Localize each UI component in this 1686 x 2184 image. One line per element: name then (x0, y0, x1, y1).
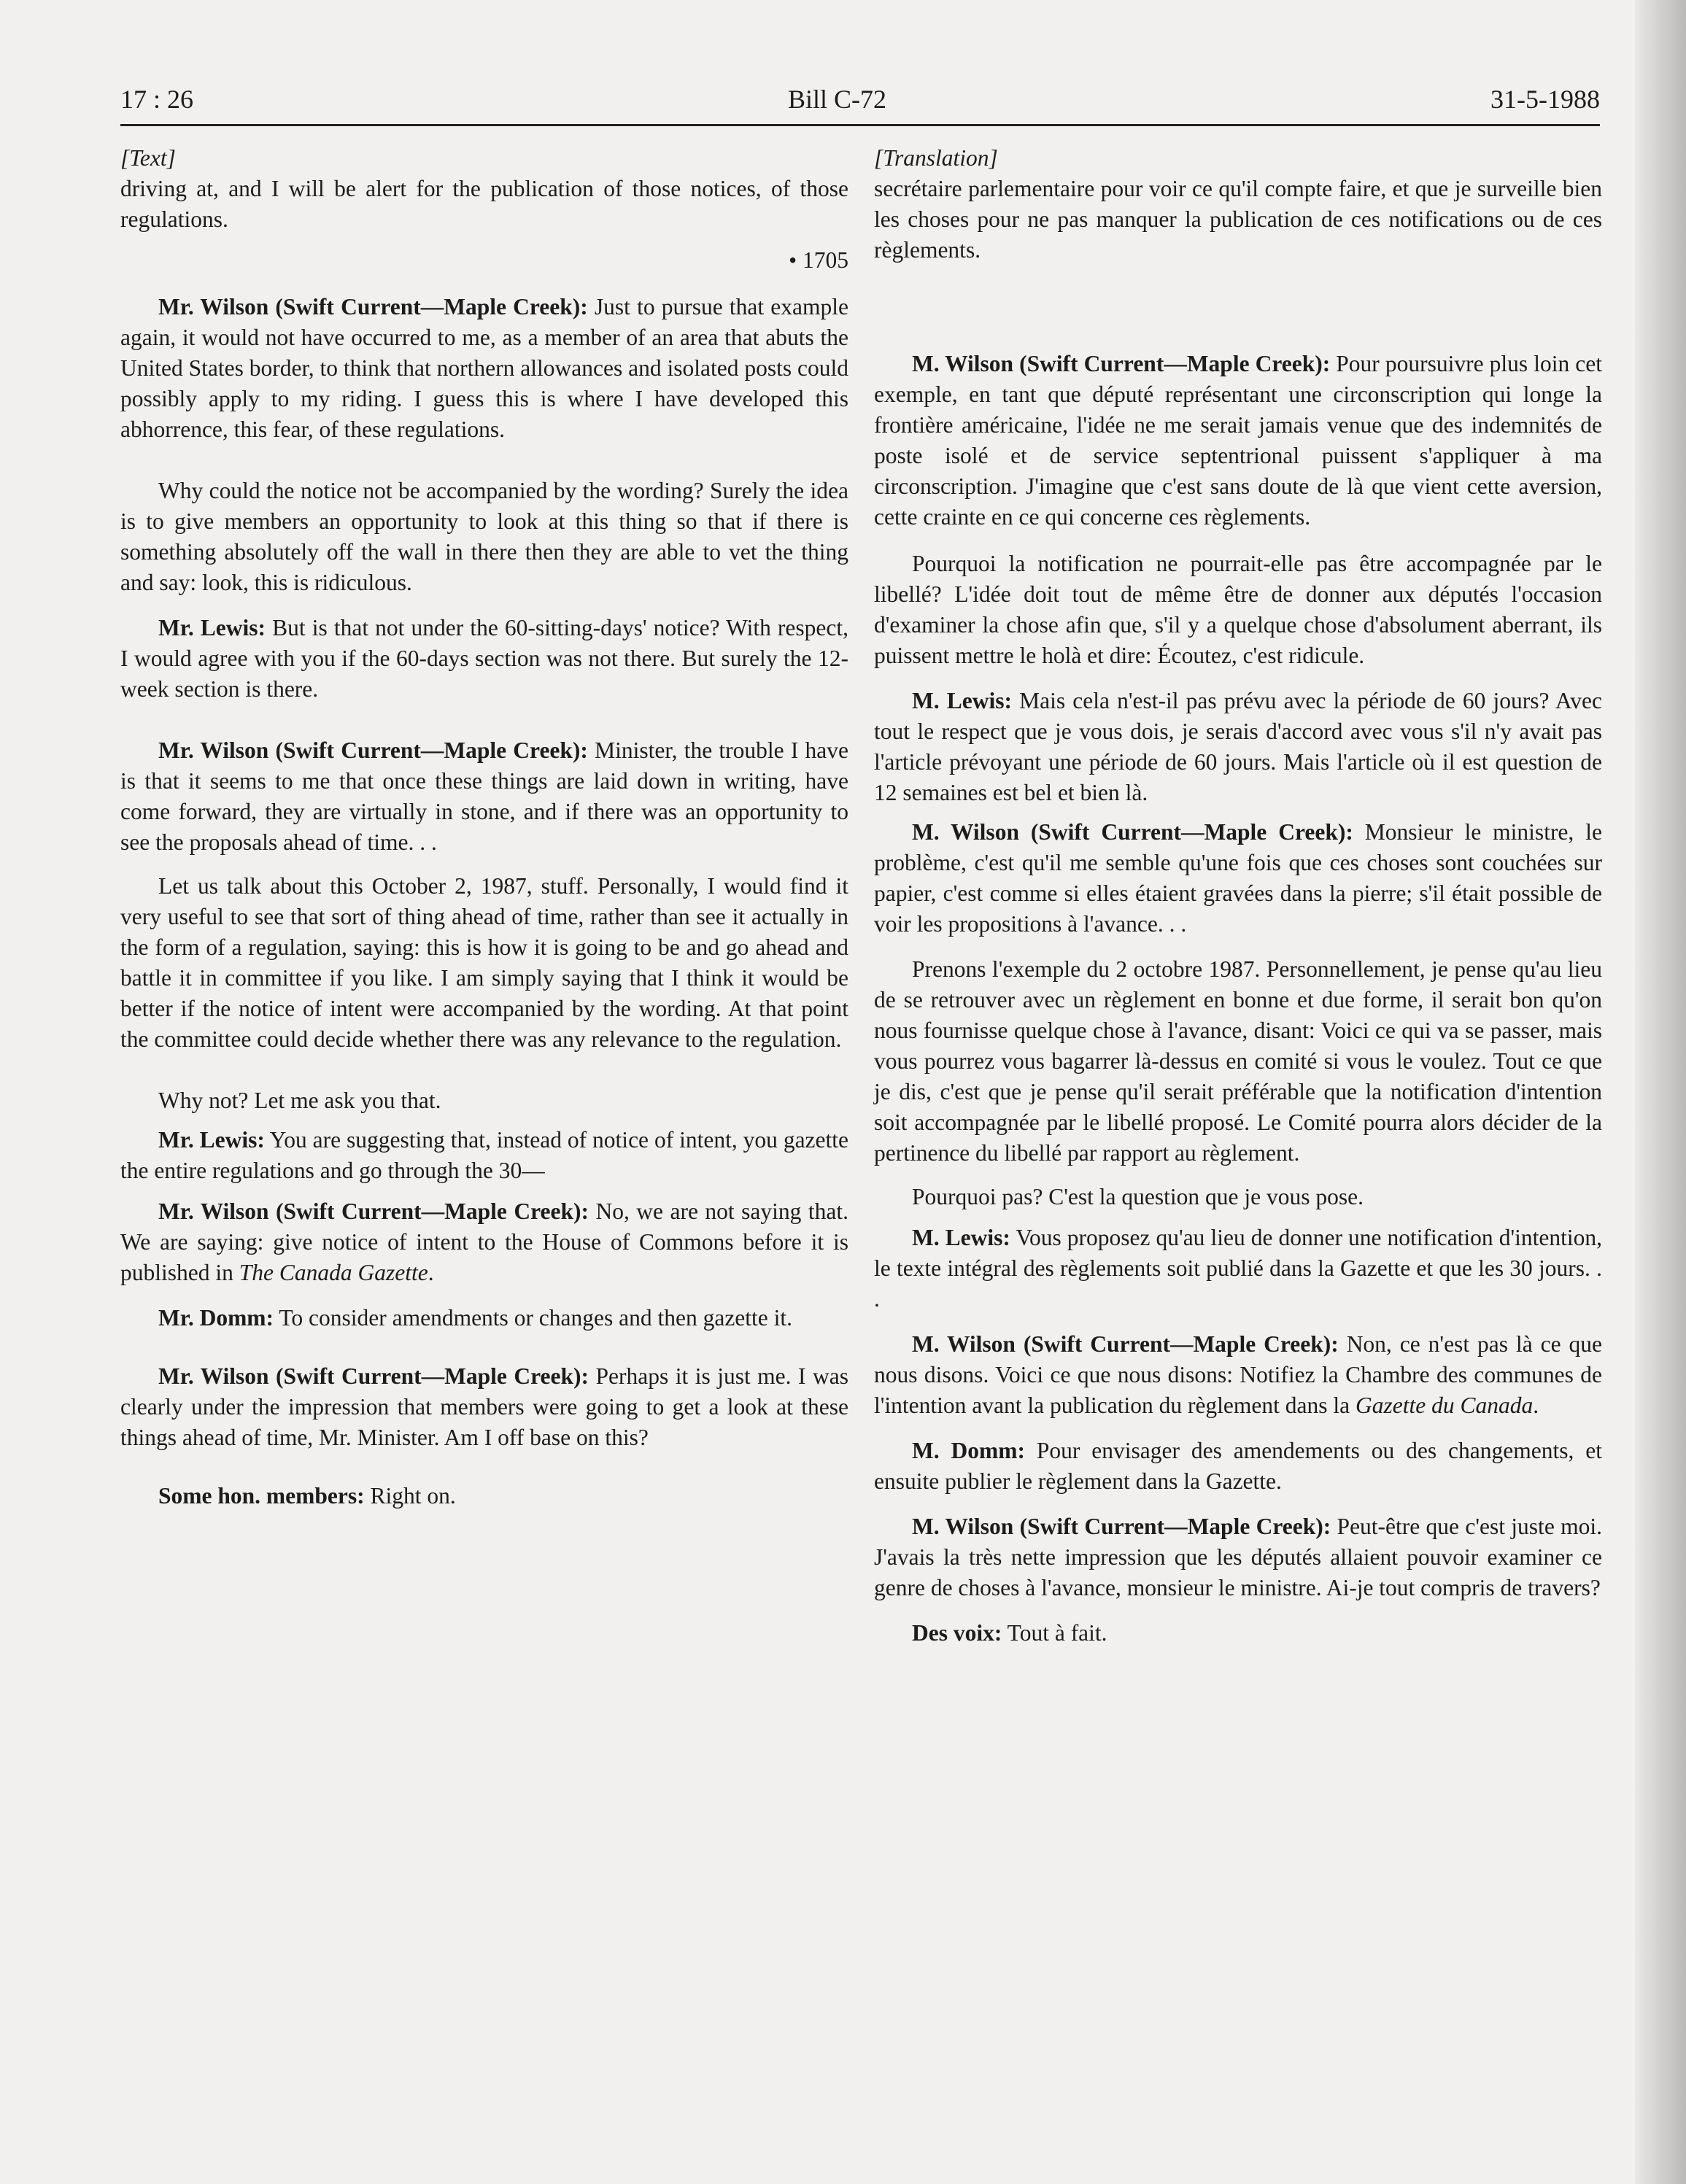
paragraph: driving at, and I will be alert for the publication of those notices, of those regulations. (120, 176, 848, 232)
paragraph (874, 817, 1602, 940)
speaker-name: M. Wilson (Swift Current—Maple Creek): (912, 351, 1331, 376)
paragraph (120, 292, 848, 445)
speaker-name: Mr. Wilson (Swift Current—Maple Creek): (158, 294, 588, 320)
page-number: 17 : 26 (120, 85, 194, 114)
paragraph (874, 1223, 1602, 1314)
paragraph: Pourquoi pas? C'est la question que je vous pose. (912, 1184, 1364, 1209)
page-date: 31-5-1988 (1490, 85, 1600, 114)
paragraph: Why not? Let me ask you that. (158, 1088, 441, 1113)
paragraph: Mr. Wilson (Swift Current—Maple Creek): No, we are not saying that. We are saying: give notice of intent to the House of Commons before it is published in The Canada Gazette. (120, 1199, 848, 1285)
speaker-name: Mr. Wilson (Swift Current—Maple Creek): (158, 1363, 589, 1389)
paragraph: Let us talk about this October 2, 1987, stuff. Personally, I would find it very useful to see that sort of thing ahead of time, rather than see it actually in the form of a regulation, saying: this is how it is going to be and go ahead and battle it in committee if you like. I am simply saying that I think it would be better if the notice of intent were accompanied by the wording. At that point the committee could decide whether there was any relevance to the regulation. (120, 873, 848, 1052)
paragraph (120, 1303, 848, 1333)
speech-text: No, we are not saying that. We are saying: give notice of intent to the House of Commons before it is published in (120, 1199, 848, 1285)
publication-title: The Canada Gazette (239, 1260, 428, 1285)
speaker-name: Mr. Lewis: (158, 615, 266, 640)
bill-title: Bill C-72 (788, 85, 887, 114)
speech-text: Non, ce n'est pas là ce que nous disons. Voici ce que nous disons: Notifiez la Chambre des communes de l'intention avant la publication du règlement dans la (874, 1331, 1602, 1418)
paragraph (874, 1511, 1602, 1603)
speaker-name: Mr. Wilson (Swift Current—Maple Creek): (158, 737, 588, 763)
speaker-name: M. Lewis: (912, 688, 1012, 713)
english-column (120, 143, 848, 1511)
speaker-name: M. Wilson (Swift Current—Maple Creek): (912, 1331, 1339, 1357)
paragraph: Prenons l'exemple du 2 octobre 1987. Personnellement, je pense qu'au lieu de se retrouver avec un règlement en bonne et due forme, il serait bon qu'on nous fournisse quelque chose à l'avance, disant: Voici ce qui va se passer, mais vous pourrez vous bagarrer là-dessus en comité si vous le voulez. Tout ce que je dis, c'est que je pense qu'il serait préférable que la notification d'intention soit accompagnée par le libellé proposé. Le Comité pourra alors décider de la pertinence du libellé par rapport au règlement. (874, 956, 1602, 1166)
paragraph (120, 1481, 848, 1511)
speech-text: Vous proposez qu'au lieu de donner une notification d'intention, le texte intégral des règlements soit publié dans la Gazette et que les 30 jours. . . (874, 1225, 1602, 1312)
speech-text: To consider amendments or changes and then gazette it. (274, 1305, 793, 1331)
speech-text: Tout à fait. (1002, 1620, 1107, 1646)
paragraph (120, 1361, 848, 1453)
paragraph (120, 735, 848, 858)
speaker-name: M. Wilson (Swift Current—Maple Creek): (912, 1514, 1331, 1539)
speaker-name: Mr. Lewis: (158, 1127, 265, 1153)
paragraph: M. Wilson (Swift Current—Maple Creek): Non, ce n'est pas là ce que nous disons. Voici ce que nous disons: Notifiez la Chambre des communes de l'intention avant la publication du règlement dans la Gazette du Canada. (874, 1331, 1602, 1418)
speaker-name: M. Lewis: (912, 1225, 1010, 1250)
paragraph (874, 349, 1602, 533)
french-column (874, 143, 1602, 1649)
speech-text: Minister, the trouble I have is that it seems to me that once these things are laid down in writing, have come forward, they are virtually in stone, and if there was an opportunity to see the proposals ahead of time. . . (120, 737, 848, 855)
translation-label: [Translation] (874, 145, 998, 171)
speech-text: Peut-être que c'est juste moi. J'avais la très nette impression que les députés allaient pouvoir examiner ce genre de choses à l'avance, monsieur le ministre. Ai-je tout compris de travers? (874, 1514, 1602, 1600)
paragraph (874, 686, 1602, 808)
speech-text: Pour poursuivre plus loin cet exemple, en tant que député représentant une circonscription qui longe la frontière américaine, l'idée ne me serait jamais venue que des indemnités de poste isolé et de service septentrional puissent s'appliquer à ma circonscription. J'imagine que c'est sans doute de là que vient cette aversion, cette crainte en ce qui concerne ces règlements. (874, 351, 1602, 530)
speech-text: Perhaps it is just me. I was clearly under the impression that members were going to get a look at these things ahead of time, Mr. Minister. Am I off base on this? (120, 1363, 848, 1450)
speaker-name: Mr. Domm: (158, 1305, 274, 1331)
speech-text: Monsieur le ministre, le problème, c'est qu'il me semble qu'une fois que ces choses sont couchées sur papier, c'est comme si elles étaient gravées dans la pierre; s'il était possible de voir les propositions à l'avance. . . (874, 819, 1602, 937)
paragraph: secrétaire parlementaire pour voir ce qu'il compte faire, et que je surveille bien les choses pour ne pas manquer la publication de ces notifications ou de ces règlements. (874, 176, 1602, 263)
speech-text: Pour envisager des amendements ou des changements, et ensuite publier le règlement dans la Gazette. (874, 1438, 1602, 1494)
paragraph (874, 1436, 1602, 1497)
time-stamp: • 1705 (789, 247, 848, 273)
speaker-name: M. Wilson (Swift Current—Maple Creek): (912, 819, 1353, 845)
speaker-name: M. Domm: (912, 1438, 1025, 1463)
page-header (120, 82, 1600, 126)
text-label: [Text] (120, 145, 176, 171)
speaker-name: Some hon. members: (158, 1483, 365, 1509)
paragraph (874, 1618, 1602, 1649)
paragraph (120, 613, 848, 705)
paragraph (120, 1125, 848, 1186)
speaker-name: Des voix: (912, 1620, 1002, 1646)
speaker-name: Mr. Wilson (Swift Current—Maple Creek): (158, 1199, 589, 1224)
speech-text: Just to pursue that example again, it would not have occurred to me, as a member of an area that abuts the United States border, to think that northern allowances and isolated posts could possibly apply to my riding. I guess this is where I have developed this abhorrence, this fear, of these regulations. (120, 294, 848, 442)
speech-text: Right on. (364, 1483, 456, 1509)
speech-text: You are suggesting that, instead of notice of intent, you gazette the entire regulations and go through the 30— (120, 1127, 849, 1183)
page-edge-shadow (1635, 0, 1686, 2184)
paragraph: Why could the notice not be accompanied by the wording? Surely the idea is to give members an opportunity to look at this thing so that if there is something absolutely off the wall in there then they are able to vet the thing and say: look, this is ridiculous. (120, 478, 848, 595)
speech-text: Mais cela n'est-il pas prévu avec la période de 60 jours? Avec tout le respect que je vous dois, je serais d'accord avec vous s'il n'y avait pas l'article prévoyant une période de 60 jours. Mais l'article où il est question de 12 semaines est bel et bien là. (874, 688, 1602, 805)
speech-text: But is that not under the 60-sitting-days' notice? With respect, I would agree with you if the 60-days section was not there. But surely the 12-week section is there. (120, 615, 848, 702)
publication-title: Gazette du Canada (1356, 1393, 1534, 1418)
paragraph: Pourquoi la notification ne pourrait-elle pas être accompagnée par le libellé? L'idée doit tout de même être de donner aux députés l'occasion d'examiner la chose afin que, s'il y a quelque chose d'absolument aberrant, ils puissent mettre le holà et dire: Écoutez, c'est ridicule. (874, 551, 1602, 668)
